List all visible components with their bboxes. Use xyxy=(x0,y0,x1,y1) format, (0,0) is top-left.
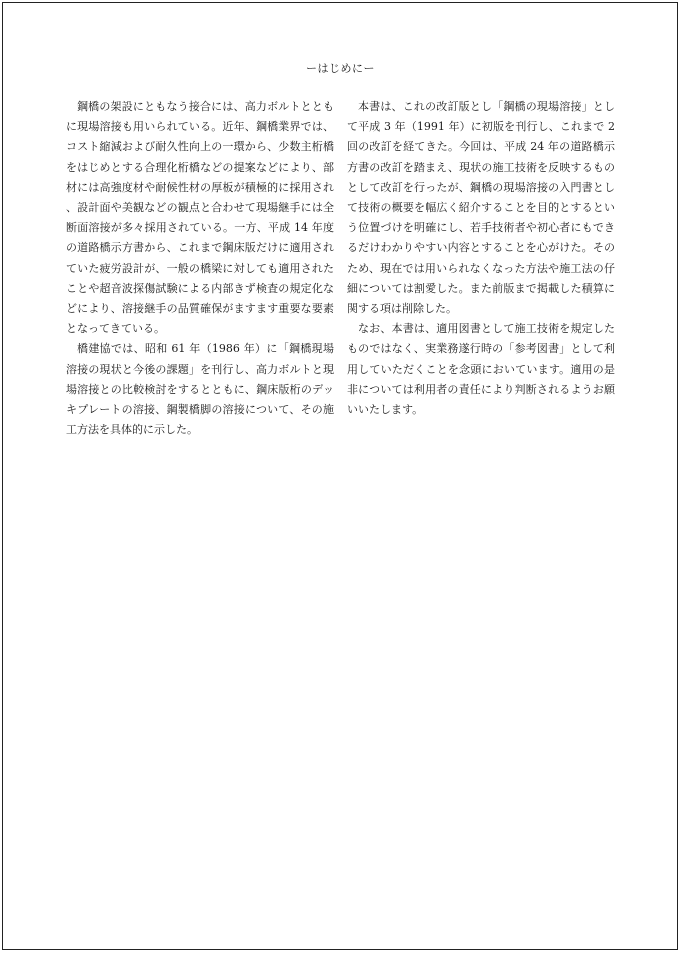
right-column xyxy=(347,97,615,420)
page-title: ーはじめにー xyxy=(306,62,375,75)
paragraph: 本書は、これの改訂版とし「鋼橋の現場溶接」として平成 3 年（1991 年）に初版を刊行し、これまで 2 回の改訂を経てきた。今回は、平成 24 年の道路橋示方書の改訂を踏まえ、現状の施工技術を反映するものとして改訂を行ったが、鋼橋の現場溶接の入門書として技術の概要を幅広く紹介することを目的とするという位置づけを明確にし、若手技術者や初心者にもできるだけわかりやすい内容とすることを心がけた。そのため、現在では用いられなくなった方法や施工法の仔細については割愛した。また前版まで掲載した積算に関する項は削除した。 xyxy=(347,100,615,316)
paragraph: なお、本書は、適用図書として施工技術を規定したものではなく、実業務遂行時の「参考図書」として利用していただくことを念頭においています。適用の是非については利用者の責任により判断されるようお願いいたします。 xyxy=(347,322,615,417)
paragraph: 鋼橋の架設にともなう接合には、高力ボルトとともに現場溶接も用いられている。近年、鋼橋業界では、コスト縮減および耐久性向上の一環から、少数主桁橋をはじめとする合理化桁橋などの提案などにより、部材には高強度材や耐候性材の厚板が積極的に採用され、設計面や美観などの観点と合わせて現場継手には全断面溶接が多々採用されている。一方、平成 14 年度の道路橋示方書から、これまで鋼床版だけに適用されていた疲労設計が、一般の橋梁に対しても適用されたことや超音波探傷試験による内部きず検査の規定化などにより、溶接継手の品質確保がますます重要な要素となってきている。 xyxy=(66,100,334,336)
paragraph: 橋建協では、昭和 61 年（1986 年）に「鋼橋現場溶接の現状と今後の課題」を刊行し、高力ボルトと現場溶接との比較検討をするとともに、鋼床版桁のデッキプレートの溶接、鋼製橋脚の溶接について、その施工方法を具体的に示した。 xyxy=(66,342,334,437)
left-column xyxy=(66,97,334,440)
